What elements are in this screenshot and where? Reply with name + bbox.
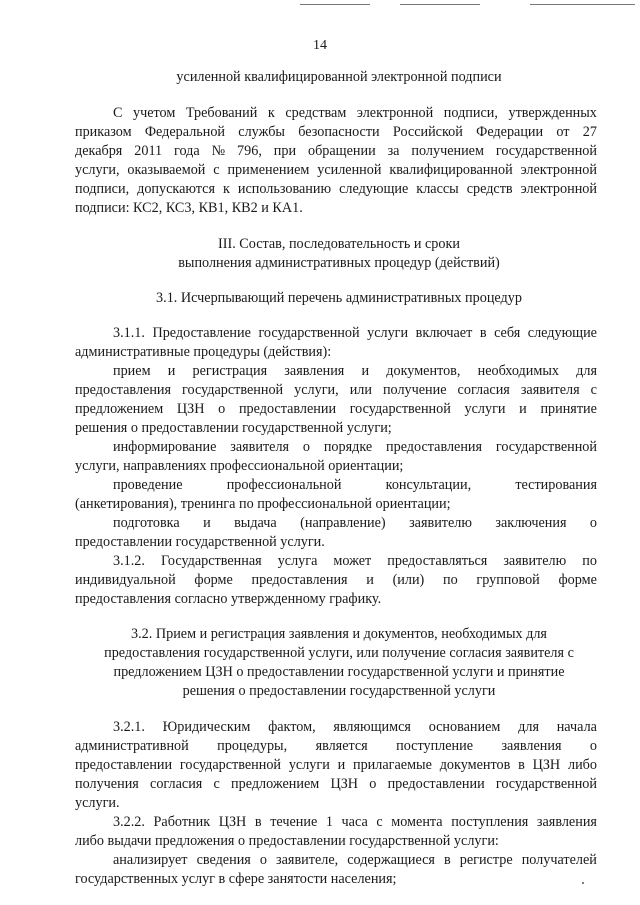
paragraph-line: предоставлении государственной услуги и прилагаемые документов в ЦЗН либо <box>75 757 597 773</box>
list-item-line: предоставлении государственной услуги. <box>75 534 325 550</box>
intro-line: усиленной квалифицированной электронной подписи <box>176 69 502 85</box>
list-item-line: информирование заявителя о порядке предоставления государственной <box>113 439 597 455</box>
list-item-line: услуги, направлениях профессиональной ориентации; <box>75 458 404 474</box>
para1-line: декабря 2011 года № 796, при обращении за получением государственной <box>75 143 597 159</box>
subsection-heading: 3.1. Исчерпывающий перечень административных процедур <box>156 290 522 306</box>
subsection-heading: 3.2. Прием и регистрация заявления и документов, необходимых для <box>131 626 547 642</box>
para1-line: С учетом Требований к средствам электронной подписи, утвержденных <box>113 105 597 121</box>
paragraph-line: индивидуальной форме предоставления и (или) по групповой форме <box>75 572 597 588</box>
paragraph-line: 3.2.1. Юридическим фактом, являющимся основанием для начала <box>113 719 597 735</box>
paragraph-line: 3.1.2. Государственная услуга может предоставляться заявителю по <box>113 553 597 569</box>
section-heading: III. Состав, последовательность и сроки <box>218 236 460 252</box>
paragraph-line: услуги. <box>75 795 120 811</box>
scan-speck <box>582 882 584 884</box>
list-item-line: проведение профессиональной консультации, тестирования <box>113 477 597 493</box>
list-item-line: анализирует сведения о заявителе, содержащиеся в регистре получателей <box>113 852 597 868</box>
paragraph-line: 3.1.1. Предоставление государственной услуги включает в себя следующие <box>113 325 597 341</box>
page-number: 14 <box>313 38 327 53</box>
para1-line: приказом Федеральной службы безопасности Российской Федерации от 27 <box>75 124 597 140</box>
subsection-heading: предложением ЦЗН о предоставлении государственной услуги и принятие <box>113 664 565 680</box>
subsection-heading: решения о предоставлении государственной услуги <box>182 683 496 699</box>
list-item-line: предоставления государственной услуги, или получение согласия заявителя с <box>75 382 597 398</box>
list-item-line: решения о предоставлении государственной услуги; <box>75 420 392 436</box>
paragraph-line: административные процедуры (действия): <box>75 344 332 360</box>
list-item-line: подготовка и выдача (направление) заявителю заключения о <box>113 515 597 531</box>
scan-artifact-line <box>400 4 480 5</box>
subsection-heading: предоставления государственной услуги, или получение согласия заявителя с <box>104 645 574 661</box>
paragraph-line: административной процедуры, является поступление заявления о <box>75 738 597 754</box>
para1-line: подписи, допускаются к использованию следующие классы средств электронной <box>75 181 597 197</box>
list-item-line: предложением ЦЗН о предоставлении государственной услуги и принятие <box>75 401 597 417</box>
paragraph-line: либо выдачи предложения о предоставлении государственной услуги: <box>75 833 499 849</box>
paragraph-line: предоставления согласно утвержденному графику. <box>75 591 382 607</box>
list-item-line: государственных услуг в сфере занятости населения; <box>75 871 397 887</box>
paragraph-line: получения согласия с предложением ЦЗН о предоставлении государственной <box>75 776 597 792</box>
list-item-line: прием и регистрация заявления и документов, необходимых для <box>113 363 597 379</box>
scan-artifact-line <box>530 4 635 5</box>
para1-line: подписи: КС2, КС3, КВ1, КВ2 и КА1. <box>75 200 303 216</box>
para1-line: услуги, оказываемой с применением усиленной квалифицированной электронной <box>75 162 597 178</box>
section-heading: выполнения административных процедур (действий) <box>178 255 500 271</box>
scan-artifact-line <box>300 4 370 5</box>
list-item-line: (анкетирования), тренинга по профессиональной ориентации; <box>75 496 451 512</box>
paragraph-line: 3.2.2. Работник ЦЗН в течение 1 часа с момента поступления заявления <box>113 814 597 830</box>
